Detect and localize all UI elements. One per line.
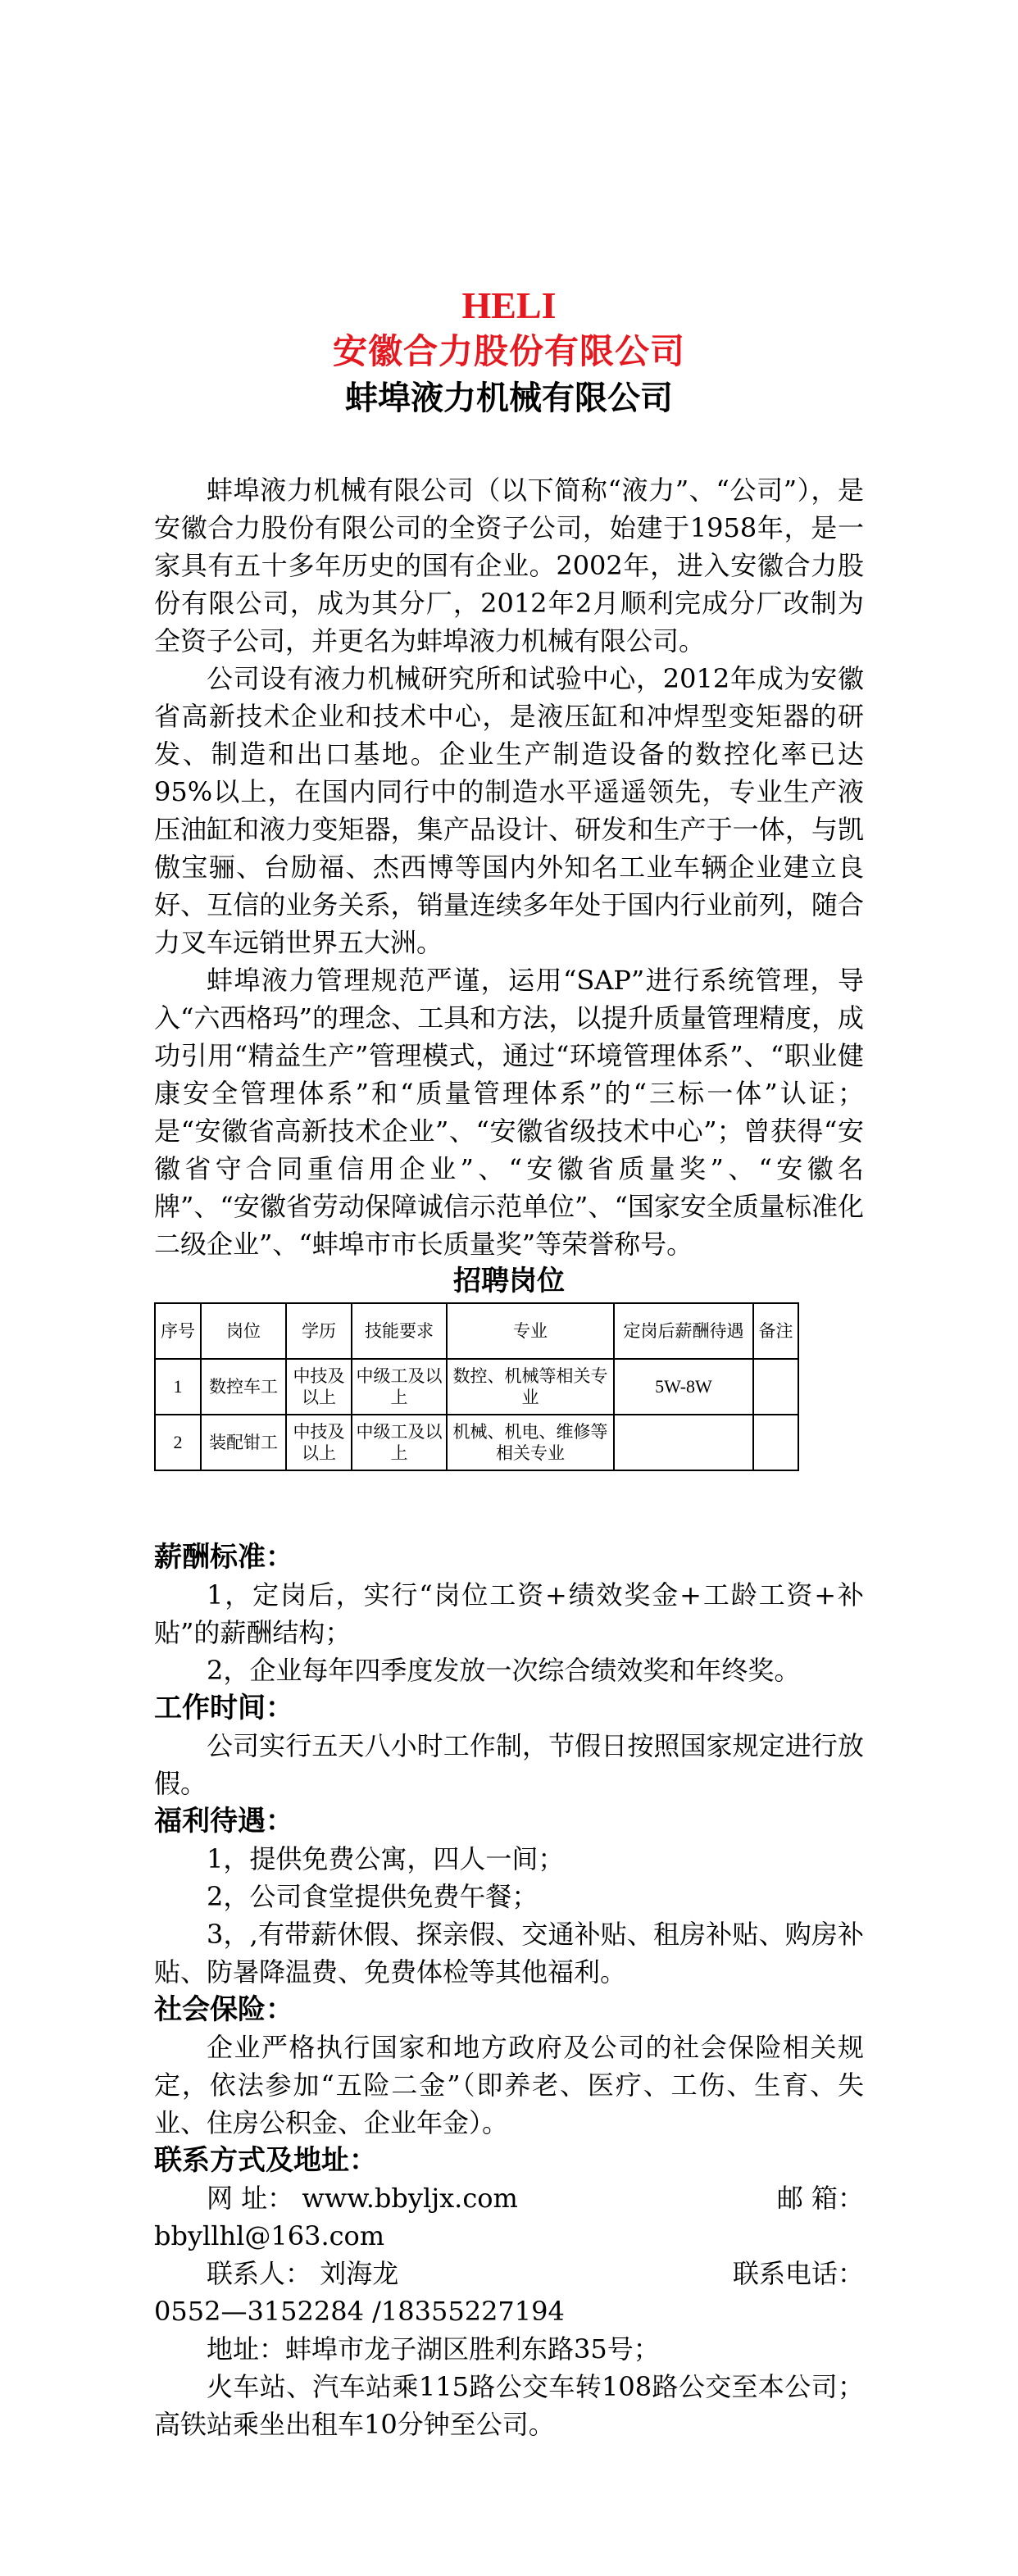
salary-item: 2，企业每年四季度发放一次综合绩效奖和年终奖。 bbox=[207, 1655, 801, 1686]
benefits-section-title: 福利待遇： bbox=[154, 1805, 293, 1838]
subsidiary-name: 蚌埠液力机械有限公司 bbox=[345, 379, 673, 417]
cell-salary bbox=[614, 1415, 753, 1470]
header-remark: 备注 bbox=[753, 1303, 798, 1359]
benefits-item: 2，公司食堂提供免费午餐； bbox=[207, 1881, 539, 1912]
person-label: 联系人： bbox=[207, 2258, 312, 2289]
header-major: 专业 bbox=[447, 1303, 614, 1359]
cell-index: 1 bbox=[155, 1359, 201, 1415]
header-skill: 技能要求 bbox=[352, 1303, 447, 1359]
cell-skill: 中级工及以上 bbox=[352, 1415, 447, 1470]
company-name: 安徽合力股份有限公司 bbox=[332, 331, 685, 371]
transport-line: 火车站、汽车站乘115路公交车转108路公交至本公司；高铁站乘坐出租车10分钟至公司。 bbox=[154, 2371, 864, 2440]
benefits-item: 3，,有带薪休假、探亲假、交通补贴、租房补贴、购房补贴、防暑降温费、免费体检等其他福利。 bbox=[154, 1919, 864, 1988]
header-index: 序号 bbox=[155, 1303, 201, 1359]
contact-section-title: 联系方式及地址： bbox=[154, 2144, 377, 2177]
cell-remark bbox=[753, 1359, 798, 1415]
website-label: 网 址： bbox=[207, 2183, 294, 2214]
header-education: 学历 bbox=[286, 1303, 352, 1359]
table-row bbox=[155, 1415, 798, 1470]
benefits-item: 1，提供免费公寓，四人一间； bbox=[207, 1843, 565, 1874]
email-label: 邮 箱： bbox=[776, 2183, 864, 2214]
cell-index: 2 bbox=[155, 1415, 201, 1470]
cell-salary: 5W-8W bbox=[614, 1359, 753, 1415]
website-link[interactable]: www.bbyljx.com bbox=[302, 2183, 518, 2214]
phone-label: 联系电话： bbox=[732, 2258, 864, 2289]
person-group bbox=[207, 2255, 398, 2292]
worktime-section-title: 工作时间： bbox=[154, 1692, 293, 1724]
insurance-section-title: 社会保险： bbox=[154, 1993, 293, 2026]
intro-paragraph-1: 蚌埠液力机械有限公司（以下简称“液力”、“公司”），是安徽合力股份有限公司的全资子公司，始建于1958年，是一家具有五十多年历史的国有企业。2002年，进入安徽合力股份有限公司，成为其分厂，2012年2月顺利完成分厂改制为全资子公司，并更名为蚌埠液力机械有限公司。 bbox=[154, 475, 864, 656]
contact-web-email-row bbox=[154, 2179, 864, 2217]
jobs-table bbox=[154, 1302, 799, 1471]
contact-person-phone-row bbox=[154, 2255, 864, 2292]
cell-skill: 中级工及以上 bbox=[352, 1359, 447, 1415]
cell-position: 数控车工 bbox=[201, 1359, 286, 1415]
salary-item: 1，定岗后，实行“岗位工资+绩效奖金+工龄工资+补贴”的薪酬结构； bbox=[154, 1579, 864, 1648]
cell-position: 装配钳工 bbox=[201, 1415, 286, 1470]
table-row bbox=[155, 1359, 798, 1415]
recruitment-notice bbox=[154, 283, 864, 2443]
cell-major: 数控、机械等相关专业 bbox=[447, 1359, 614, 1415]
website-group bbox=[207, 2179, 518, 2217]
phone-number: 0552—3152284 /18355227194 bbox=[154, 2296, 565, 2327]
cell-major: 机械、机电、维修等相关专业 bbox=[447, 1415, 614, 1470]
cell-education: 中技及以上 bbox=[286, 1359, 352, 1415]
email-address[interactable]: bbyllhl@163.com bbox=[154, 2220, 385, 2251]
cell-education: 中技及以上 bbox=[286, 1415, 352, 1470]
person-name: 刘海龙 bbox=[320, 2258, 399, 2289]
jobs-table-title: 招聘岗位 bbox=[453, 1265, 565, 1297]
brand-logo-text: HELI bbox=[461, 284, 557, 326]
header-salary: 定岗后薪酬待遇 bbox=[614, 1303, 753, 1359]
table-header-row bbox=[155, 1303, 798, 1359]
address-line: 地址：蚌埠市龙子湖区胜利东路35号； bbox=[207, 2333, 660, 2365]
worktime-item: 公司实行五天八小时工作制，节假日按照国家规定进行放假。 bbox=[154, 1730, 864, 1799]
cell-remark bbox=[753, 1415, 798, 1470]
intro-paragraph-2: 公司设有液力机械研究所和试验中心，2012年成为安徽省高新技术企业和技术中心，是液压缸和冲焊型变矩器的研发、制造和出口基地。企业生产制造设备的数控化率已达95%以上，在国内同行中的制造水平遥遥领先，专业生产液压油缸和液力变矩器，集产品设计、研发和生产于一体，与凯傲宝骊、台励福、杰西博等国内外知名工业车辆企业建立良好、互信的业务关系，销量连续多年处于国内行业前列，随合力叉车远销世界五大洲。 bbox=[154, 663, 864, 958]
insurance-item: 企业严格执行国家和地方政府及公司的社会保险相关规定，依法参加“五险二金”（即养老、医疗、工伤、生育、失业、住房公积金、企业年金）。 bbox=[154, 2032, 864, 2138]
salary-section-title: 薪酬标准： bbox=[154, 1541, 293, 1574]
header-position: 岗位 bbox=[201, 1303, 286, 1359]
intro-paragraph-3: 蚌埠液力管理规范严谨，运用“SAP”进行系统管理，导入“六西格玛”的理念、工具和方法，以提升质量管理精度，成功引用“精益生产”管理模式，通过“环境管理体系”、“职业健康安全管理体系”和“质量管理体系”的“三标一体”认证；是“安徽省高新技术企业”、“安徽省级技术中心”；曾获得“安徽省守合同重信用企业”、“安徽省质量奖”、“安徽名牌”、“安徽省劳动保障诚信示范单位”、“国家安全质量标准化二级企业”、“蚌埠市市长质量奖”等荣誉称号。 bbox=[154, 965, 864, 1260]
